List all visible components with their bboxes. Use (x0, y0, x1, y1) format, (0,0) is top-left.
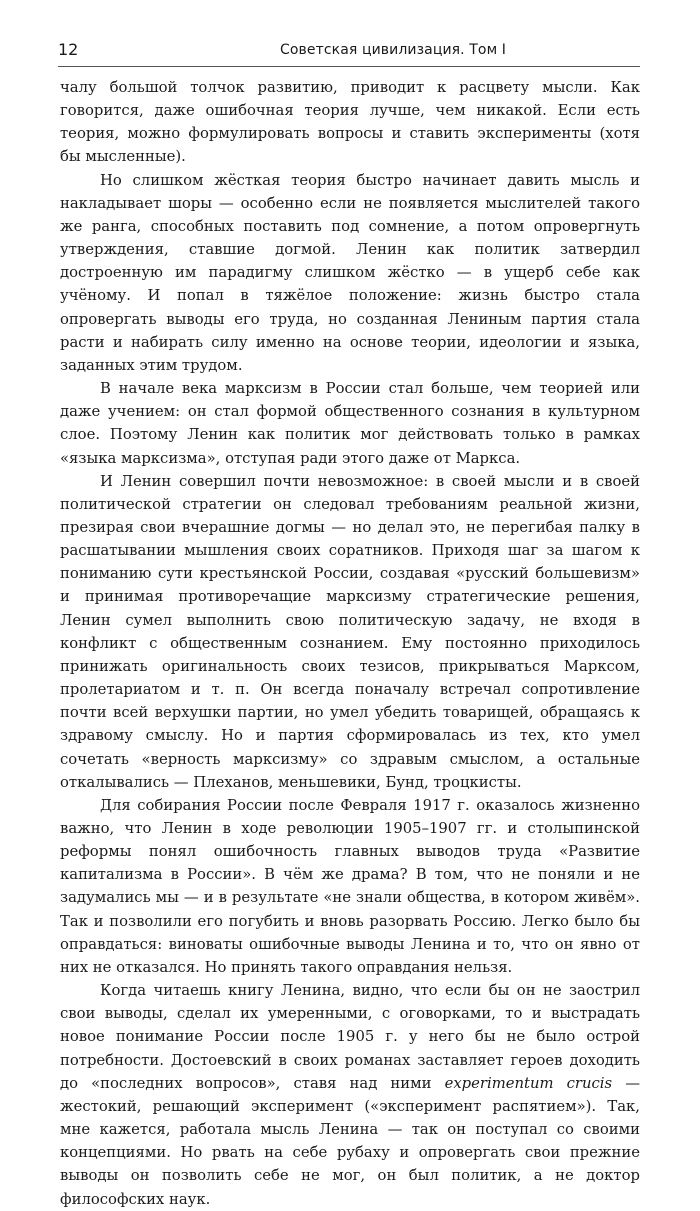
page-number: 12 (58, 40, 79, 59)
running-header (58, 38, 640, 62)
body-text (60, 76, 640, 1211)
paragraph: В начале века марксизм в России стал больше, чем теорией или даже учением: он стал формой общественного сознания в культурном слое. Поэтому Ленин как политик мог действовать только в рамках «языка марксизма», отступая ради этого даже от Маркса. (60, 380, 640, 467)
running-title: Советская цивилизация. Том I (280, 42, 507, 58)
header-rule (58, 66, 640, 67)
latin-emphasis: experimentum crucis (444, 1074, 613, 1092)
paragraph-text-after: — жестокий, решающий эксперимент («эксперимент распятием»). Так, мне кажется, работала мысль Ленина — так он поступал со своими концепциями. Но рвать на себе рубаху и опровергать свои прежние выводы он позволить себе не мог, он был политик, а не доктор философских наук. (60, 1074, 640, 1208)
paragraph: И Ленин совершил почти невозможное: в своей мысли и в своей политической стратегии он следовал требованиям реальной жизни, презирая свои вчерашние догмы — но делал это, не перегибая палку в расшатывании мышления своих соратников. Приходя шаг за шагом к пониманию сути крестьянской России, создавая «русский большевизм» и принимая противоречащие марксизму стратегические решения, Ленин сумел выполнить свою политическую задачу, не входя в конфликт с общественным сознанием. Ему постоянно приходилось принижать оригинальность своих тезисов, прикрываться Марксом, пролетариатом и т. п. Он всегда поначалу встречал сопротивление почти всей верхушки партии, но умел убедить товарищей, обращаясь к здравому смыслу. Но и партия сформировалась из тех, кто умел сочетать «верность марксизму» со здравым смыслом, а остальные откалывались — Плеханов, меньшевики, Бунд, троцкисты. (60, 472, 640, 791)
paragraph: Для собирания России после Февраля 1917 г. оказалось жизненно важно, что Ленин в ходе революции 1905–1907 гг. и столыпинской реформы понял ошибочность главных выводов труда «Развитие капитализма в России». В чём же драма? В том, что не поняли и не задумались мы — и в результате «не знали общества, в котором живём». Так и позволили его погубить и вновь разорвать Россию. Легко было бы оправдаться: виноваты ошибочные выводы Ленина и то, что он явно от них не отказался. Но принять такого оправдания нельзя. (60, 796, 640, 976)
paragraph-text-before: Когда читаешь книгу Ленина, видно, что если бы он не заострил свои выводы, сделал их умеренными, с оговорками, то и выстрадать новое понимание России после 1905 г. у него бы не было острой потребности. Достоевский в своих романах заставляет героев доходить до «последних вопросов», ставя над ними (60, 982, 640, 1092)
paragraph-with-emphasis (60, 979, 640, 1211)
paragraph-continuation: чалу большой толчок развитию, приводит к расцвету мысли. Как говорится, даже ошибочная теория лучше, чем никакой. Если есть теория, можно формулировать вопросы и ставить эксперименты (хотя бы мысленные). (60, 79, 640, 166)
paragraph: Но слишком жёсткая теория быстро начинает давить мысль и накладывает шоры — особенно если не появляется мыслителей такого же ранга, способных поставить под сомнение, а потом опровергнуть утверждения, ставшие догмой. Ленин как политик затвердил достроенную им парадигму слишком жёстко — в ущерб себе как учёному. И попал в тяжёлое положение: жизнь быстро стала опровергать выводы его труда, но созданная Лениным партия стала расти и набирать силу именно на основе теории, идеологии и языка, заданных этим трудом. (60, 171, 640, 374)
